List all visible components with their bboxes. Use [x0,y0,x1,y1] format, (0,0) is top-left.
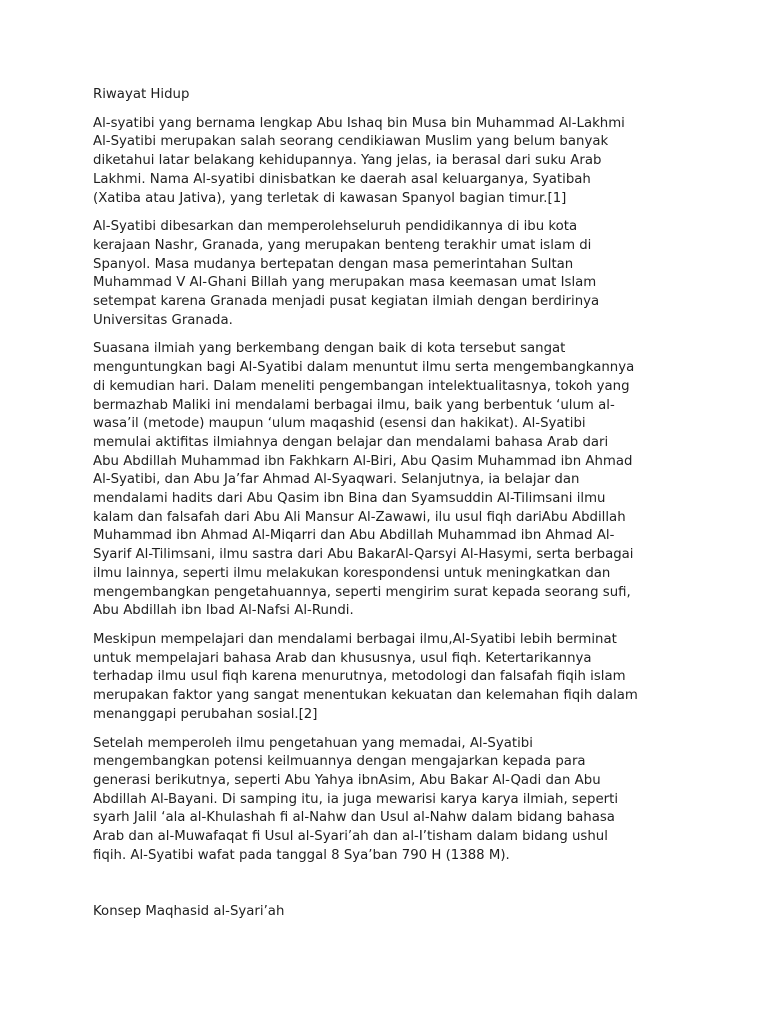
text-line: mengembangkan pengetahuannya, seperti mengirim surat kepada seorang sufi, [93,584,631,600]
text-line: terhadap ilmu usul fiqh karena menurutnya, metodologi dan falsafah fiqih islam [93,669,626,685]
text-line: Al-Syatibi merupakan salah seorang cendikiawan Muslim yang belum banyak [93,134,609,150]
text-line: Muhammad V Al-Ghani Billah yang merupakan masa keemasan umat Islam [93,275,597,291]
next-section-heading: Konsep Maqhasid al-Syari’ah [93,904,285,920]
section-spacer [93,875,693,903]
section-title: Riwayat Hidup [93,87,190,102]
text-line: kerajaan Nashr, Granada, yang merupakan benteng terakhir umat islam di [93,237,592,253]
text-line: Syarif Al-Tilimsani, ilmu sastra dari Abu BakarAl-Qarsyi Al-Hasymi, serta berbagai [93,547,634,563]
text-line: Abu Abdillah Muhammad ibn Fakhkarn Al-Biri, Abu Qasim Muhammad ibn Ahmad [93,453,633,469]
paragraph-4 [93,631,693,725]
text-line: wasa’il (metode) maupun ‘ulum maqashid (esensi dan hakikat). Al-Syatibi [93,416,586,432]
text-line: mengembangkan potensi keilmuannya dengan mengajarkan kepada para [93,754,586,770]
text-line: Al-Syatibi, dan Abu Ja’far Ahmad Al-Syaqwari. Selanjutnya, ia belajar dan [93,472,580,488]
text-line: menanggapi perubahan sosial.[2] [93,706,318,722]
text-line: merupakan faktor yang sangat menentukan kekuatan dan kelemahan fiqih dalam [93,688,638,704]
text-line: memulai aktifitas ilmiahnya dengan belajar dan mendalami bahasa Arab dari [93,434,609,450]
paragraph-1 [93,115,693,209]
text-line: syarh Jalil ‘ala al-Khulashah fi al-Nahw dan Usul al-Nahw dalam bidang bahasa [93,810,615,826]
text-line: Arab dan al-Muwafaqat fi Usul al-Syari’ah dan al-I’tisham dalam bidang ushul [93,829,608,845]
text-line: mendalami hadits dari Abu Qasim ibn Bina dan Syamsuddin Al-Tilimsani ilmu [93,491,606,507]
text-line: di kemudian hari. Dalam meneliti pengembangan intelektualitasnya, tokoh yang [93,378,630,394]
text-line: untuk mempelajari bahasa Arab dan khususnya, usul fiqh. Ketertarikannya [93,650,592,666]
text-line: (Xatiba atau Jativa), yang terletak di kawasan Spanyol bagian timur.[1] [93,190,567,206]
text-line: ilmu lainnya, seperti ilmu melakukan korespondensi untuk meningkatkan dan [93,565,611,581]
text-line: kalam dan falsafah dari Abu Ali Mansur Al-Zawawi, ilu usul fiqh dariAbu Abdillah [93,509,626,525]
text-line: Setelah memperoleh ilmu pengetahuan yang memadai, Al-Syatibi [93,735,533,751]
paragraph-3 [93,340,693,621]
text-line: Suasana ilmiah yang berkembang dengan baik di kota tersebut sangat [93,341,566,357]
text-line: Universitas Granada. [93,312,233,328]
text-line: Meskipun mempelajari dan mendalami berbagai ilmu,Al-Syatibi lebih berminat [93,631,617,647]
text-line: setempat karena Granada menjadi pusat kegiatan ilmiah dengan berdirinya [93,294,600,310]
text-line: Spanyol. Masa mudanya bertepatan dengan masa pemerintahan Sultan [93,256,574,272]
paragraph-5 [93,735,693,866]
paragraph-2 [93,218,693,330]
text-line: Abdillah Al-Bayani. Di samping itu, ia juga mewarisi karya karya ilmiah, seperti [93,791,619,807]
text-line: Al-Syatibi dibesarkan dan memperolehseluruh pendidikannya di ibu kota [93,219,578,235]
text-line: generasi berikutnya, seperti Abu Yahya ibnAsim, Abu Bakar Al-Qadi dan Abu [93,772,601,788]
text-line: fiqih. Al-Syatibi wafat pada tanggal 8 Sya’ban 790 H (1388 M). [93,847,510,863]
text-line: menguntungkan bagi Al-Syatibi dalam menuntut ilmu serta mengembangkannya [93,360,635,376]
text-line: diketahui latar belakang kehidupannya. Yang jelas, ia berasal dari suku Arab [93,153,602,169]
text-line: Lakhmi. Nama Al-syatibi dinisbatkan ke daerah asal keluarganya, Syatibah [93,171,591,187]
text-line: Al-syatibi yang bernama lengkap Abu Ishaq bin Musa bin Muhammad Al-Lakhmi [93,115,625,131]
text-line: Abu Abdillah ibn Ibad Al-Nafsi Al-Rundi. [93,603,354,619]
text-line: bermazhab Maliki ini mendalami berbagai ilmu, baik yang berbentuk ‘ulum al- [93,397,615,413]
text-line: Muhammad ibn Ahmad Al-Miqarri dan Abu Abdillah Muhammad ibn Ahmad Al- [93,528,615,544]
document-body [93,86,693,932]
